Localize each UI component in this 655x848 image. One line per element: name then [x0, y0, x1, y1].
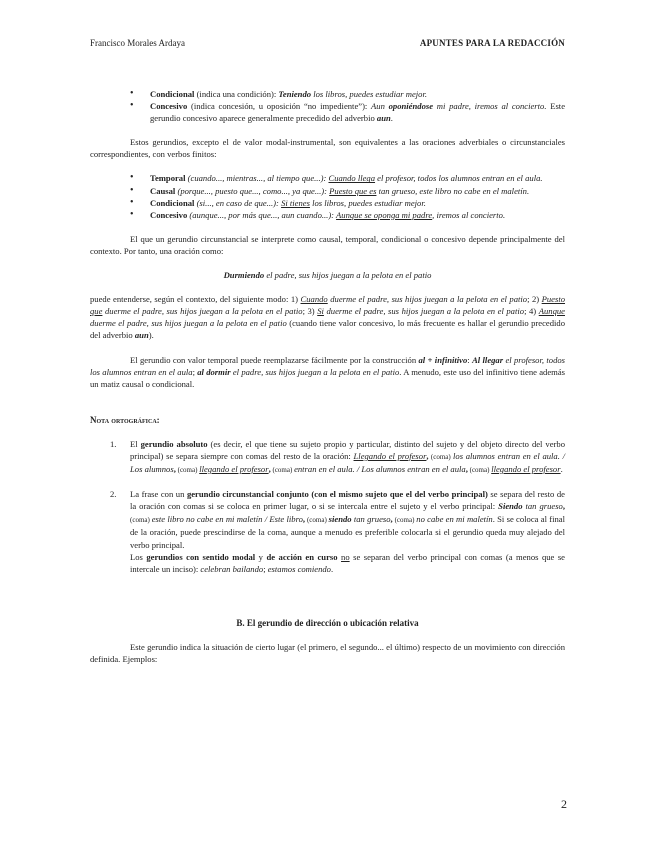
- bullet-list-1: [90, 88, 565, 124]
- header-title: APUNTES PARA LA REDACCIÓN: [419, 38, 565, 48]
- paragraph: Estos gerundios, excepto el de valor modal-instrumental, son equivalentes a las oraciones adverbiales o circunstanciales correspondientes, con verbos finitos:: [90, 137, 565, 160]
- list-item: • Concesivo (indica concesión, u oposición “no impediente”): Aun oponiéndose mi padre, iremos al concierto. Este gerundio concesivo aparece generalmente precedido del adverbio aun.: [130, 100, 565, 124]
- page-number: 2: [561, 797, 567, 811]
- list-item: • Temporal (cuando..., mientras..., al tiempo que...): Cuando llega el profesor, todos los alumnos entran en el aula.: [130, 172, 565, 184]
- list-item: • Causal (porque..., puesto que..., como..., ya que...): Puesto que es tan grueso, este libro no cabe en el maletín.: [130, 185, 565, 197]
- header-author: Francisco Morales Ardaya: [90, 38, 185, 48]
- list-item: • Condicional (indica una condición): Teniendo los libros, puedes estudiar mejor.: [130, 88, 565, 100]
- page-header: [90, 38, 565, 48]
- bullet-list-2: [90, 172, 565, 220]
- nota-heading: Nota ortográfica:: [90, 414, 160, 425]
- list-item: • Concesivo (aunque..., por más que..., aun cuando...): Aunque se oponga mi padre, iremos al concierto.: [130, 209, 565, 221]
- list-item: • Condicional (si..., en caso de que...): Si tienes los libros, puedes estudiar mejor.: [130, 197, 565, 209]
- list-item: 2. La frase con un gerundio circunstancial conjunto (con el mismo sujeto que el del verbo principal) se separa del resto de la oración con comas si se coloca en primer lugar, o si se intercala entre el sujeto y el verbo principal: Siendo tan grueso, (coma) este libro no cabe en mi maletín / Este libro, (coma) siendo tan grueso, (coma) no cabe en mi maletín. Si se coloca al final de la oración, puede prescindirse de la coma, aunque a menudo es preferible colocarla si el gerundio queda muy alejado del verbo principal. Los gerundios con sentido modal y de acción en curso no se separan del verbo principal con comas (a menos que se intercale un inciso): celebran bailando; estamos comiendo.: [110, 489, 566, 574]
- document-body: [90, 88, 565, 665]
- nota-list: [90, 438, 565, 575]
- example-sentence: Durmiendo el padre, sus hijos juegan a la pelota en el patio: [223, 270, 432, 281]
- paragraph: Este gerundio indica la situación de cierto lugar (el primero, el segundo... el último) respecto de un movimiento con dirección definida. Ejemplos:: [90, 641, 565, 664]
- paragraph: El gerundio con valor temporal puede reemplazarse fácilmente por la construcción al + infinitivo: Al llegar el profesor, todos los alumnos entran en el aula; al dormir el padre, sus hijos juegan a la pelota en el patio. A menudo, este uso del infinitivo tiene además un matiz causal o condicional.: [90, 354, 566, 389]
- section-heading: B. El gerundio de dirección o ubicación relativa: [236, 617, 419, 628]
- paragraph: puede entenderse, según el contexto, del siguiente modo: 1) Cuando duerme el padre, sus hijos juegan a la pelota en el patio; 2) Puesto que duerme el padre, sus hijos juegan a la pelota en el patio; 3) Si duerme el padre, sus hijos juegan a la pelota en el patio; 4) Aunque duerme el padre, sus hijos juegan a la pelota en el patio (cuando tiene valor concesivo, lo más frecuente es hallar el gerundio precedido del adverbio aun).: [90, 294, 566, 341]
- paragraph: El que un gerundio circunstancial se interprete como causal, temporal, condicional o concesivo depende principalmente del contexto. Por tanto, una oración como:: [90, 233, 565, 256]
- list-item: 1. El gerundio absoluto (es decir, el que tiene su sujeto propio y particular, distinto del sujeto y del objeto directo del verbo principal) se separa siempre con comas del resto de la oración: Llegando el profesor, (coma) los alumnos entran en el aula. / Los alumnos, (coma) llegando el profesor, (coma) entran en el aula. / Los alumnos entran en el aula, (coma) llegando el profesor.: [110, 438, 565, 475]
